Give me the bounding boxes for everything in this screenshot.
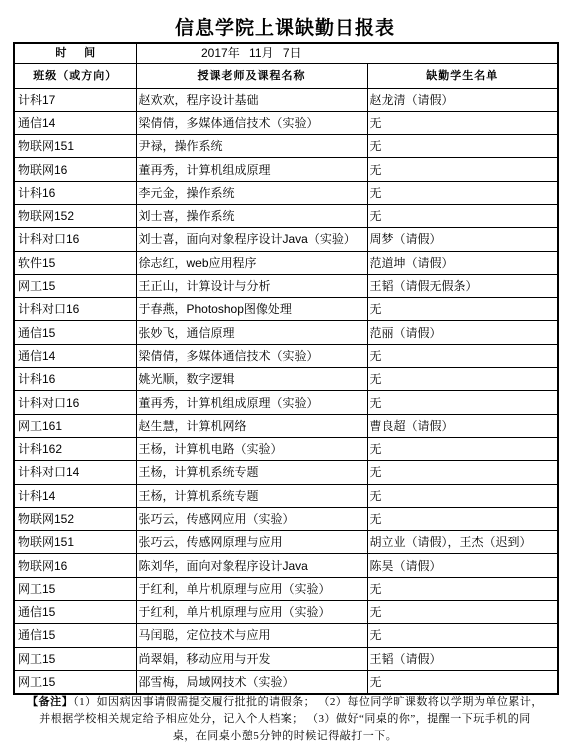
remarks-label: 【备注】	[27, 696, 74, 708]
class-cell: 网工15	[14, 670, 136, 693]
course-cell: 刘士喜，面向对象程序设计Java（实验）	[136, 228, 367, 251]
course-cell: 王杨，计算机系统专题	[136, 484, 367, 507]
absent-students-cell: 无	[367, 601, 558, 624]
course-cell: 张巧云，传感网应用（实验）	[136, 507, 367, 530]
attendance-table-body	[14, 43, 558, 694]
course-cell: 王正山，计算设计与分析	[136, 274, 367, 297]
class-cell: 通信15	[14, 624, 136, 647]
absent-students-cell: 无	[367, 577, 558, 600]
class-cell: 物联网151	[14, 531, 136, 554]
table-row	[14, 88, 558, 111]
course-cell: 王杨，计算机系统专题	[136, 461, 367, 484]
course-cell: 梁倩倩，多媒体通信技术（实验）	[136, 111, 367, 134]
course-cell: 尚翠娟，移动应用与开发	[136, 647, 367, 670]
absent-students-cell: 王韬（请假无假条）	[367, 274, 558, 297]
course-column-header: 授课老师及课程名称	[136, 63, 367, 88]
class-cell: 计科对口16	[14, 228, 136, 251]
table-row	[14, 670, 558, 693]
remarks-line: 并根据学校相关规定给予相应处分，记入个人档案； （3）做好“同桌的你”，提醒一下玩手机的同	[39, 713, 531, 725]
class-cell: 网工161	[14, 414, 136, 437]
report-title: 信息学院上课缺勤日报表	[174, 17, 395, 39]
remarks	[13, 694, 557, 745]
absent-students-cell: 无	[367, 344, 558, 367]
absent-students-cell: 无	[367, 204, 558, 227]
class-cell: 通信14	[14, 111, 136, 134]
course-cell: 马闰聪，定位技术与应用	[136, 624, 367, 647]
course-cell: 于春燕，Photoshop图像处理	[136, 298, 367, 321]
absent-students-cell: 无	[367, 484, 558, 507]
table-row	[14, 414, 558, 437]
absent-students-cell: 无	[367, 624, 558, 647]
course-cell: 刘士喜，操作系统	[136, 204, 367, 227]
course-cell: 尹禄，操作系统	[136, 135, 367, 158]
course-cell: 于红利，单片机原理与应用（实验）	[136, 577, 367, 600]
class-cell: 计科16	[14, 181, 136, 204]
absent-students-cell: 范道坤（请假）	[367, 251, 558, 274]
absent-students-cell: 无	[367, 391, 558, 414]
class-cell: 计科对口16	[14, 298, 136, 321]
table-row	[14, 344, 558, 367]
class-cell: 网工15	[14, 647, 136, 670]
remarks-text: （1）如因病因事请假需提交履行批批的请假条； （2）每位同学旷课数将以学期为单位累计，	[73, 696, 543, 708]
class-cell: 物联网152	[14, 204, 136, 227]
course-cell: 徐志红，web应用程序	[136, 251, 367, 274]
table-row	[14, 647, 558, 670]
course-cell: 于红利，单片机原理与应用（实验）	[136, 601, 367, 624]
class-cell: 计科14	[14, 484, 136, 507]
absent-students-cell: 无	[367, 298, 558, 321]
absent-students-cell: 范丽（请假）	[367, 321, 558, 344]
class-cell: 计科17	[14, 88, 136, 111]
table-row	[14, 484, 558, 507]
absent-students-cell: 无	[367, 158, 558, 181]
absent-students-cell: 无	[367, 670, 558, 693]
attendance-table	[13, 42, 559, 695]
absent-column-header: 缺勤学生名单	[367, 63, 558, 88]
table-row	[14, 228, 558, 251]
column-header-row	[14, 63, 558, 88]
class-cell: 通信14	[14, 344, 136, 367]
absent-students-cell: 无	[367, 437, 558, 460]
absent-students-cell: 无	[367, 368, 558, 391]
time-label: 时 间	[14, 43, 136, 63]
course-cell: 赵欢欢，程序设计基础	[136, 88, 367, 111]
course-cell: 邵雪梅，局域网技术（实验）	[136, 670, 367, 693]
table-row	[14, 135, 558, 158]
class-cell: 物联网152	[14, 507, 136, 530]
course-cell: 张巧云，传感网原理与应用	[136, 531, 367, 554]
table-row	[14, 321, 558, 344]
course-cell: 董再秀，计算机组成原理	[136, 158, 367, 181]
table-row	[14, 577, 558, 600]
table-row	[14, 461, 558, 484]
course-cell: 赵生慧，计算机网络	[136, 414, 367, 437]
absent-students-cell: 无	[367, 111, 558, 134]
class-cell: 通信15	[14, 601, 136, 624]
course-cell: 董再秀，计算机组成原理（实验）	[136, 391, 367, 414]
date-row	[14, 43, 558, 63]
remarks-line: 桌，在同桌小憩5分钟的时候记得敲打一下。	[172, 730, 398, 742]
table-row	[14, 507, 558, 530]
class-cell: 物联网16	[14, 554, 136, 577]
class-cell: 物联网16	[14, 158, 136, 181]
absent-students-cell: 周梦（请假）	[367, 228, 558, 251]
absent-students-cell: 陈昊（请假）	[367, 554, 558, 577]
course-cell: 梁倩倩，多媒体通信技术（实验）	[136, 344, 367, 367]
class-cell: 通信15	[14, 321, 136, 344]
table-row	[14, 251, 558, 274]
course-cell: 陈刘华，面向对象程序设计Java	[136, 554, 367, 577]
class-cell: 计科162	[14, 437, 136, 460]
table-row	[14, 181, 558, 204]
table-row	[14, 437, 558, 460]
absent-students-cell: 无	[367, 181, 558, 204]
table-row	[14, 204, 558, 227]
absent-students-cell: 无	[367, 507, 558, 530]
class-cell: 计科对口14	[14, 461, 136, 484]
course-cell: 姚光顺，数字逻辑	[136, 368, 367, 391]
table-row	[14, 554, 558, 577]
remarks-line	[13, 694, 557, 711]
course-cell: 李元金，操作系统	[136, 181, 367, 204]
class-cell: 计科16	[14, 368, 136, 391]
absent-students-cell: 无	[367, 135, 558, 158]
absent-students-cell: 胡立业（请假），王杰（迟到）	[367, 531, 558, 554]
course-cell: 张妙飞，通信原理	[136, 321, 367, 344]
table-row	[14, 531, 558, 554]
absent-students-cell: 曹良超（请假）	[367, 414, 558, 437]
table-row	[14, 368, 558, 391]
course-cell: 王杨，计算机电路（实验）	[136, 437, 367, 460]
table-row	[14, 274, 558, 297]
table-row	[14, 601, 558, 624]
absent-students-cell: 王韬（请假）	[367, 647, 558, 670]
class-cell: 网工15	[14, 274, 136, 297]
report-date: 2017年 11月 7日	[136, 43, 558, 63]
table-row	[14, 158, 558, 181]
class-column-header: 班级（或方向）	[14, 63, 136, 88]
class-cell: 软件15	[14, 251, 136, 274]
table-row	[14, 624, 558, 647]
absent-students-cell: 无	[367, 461, 558, 484]
table-row	[14, 391, 558, 414]
class-cell: 网工15	[14, 577, 136, 600]
table-row	[14, 298, 558, 321]
absent-students-cell: 赵龙清（请假）	[367, 88, 558, 111]
table-row	[14, 111, 558, 134]
class-cell: 计科对口16	[14, 391, 136, 414]
class-cell: 物联网151	[14, 135, 136, 158]
